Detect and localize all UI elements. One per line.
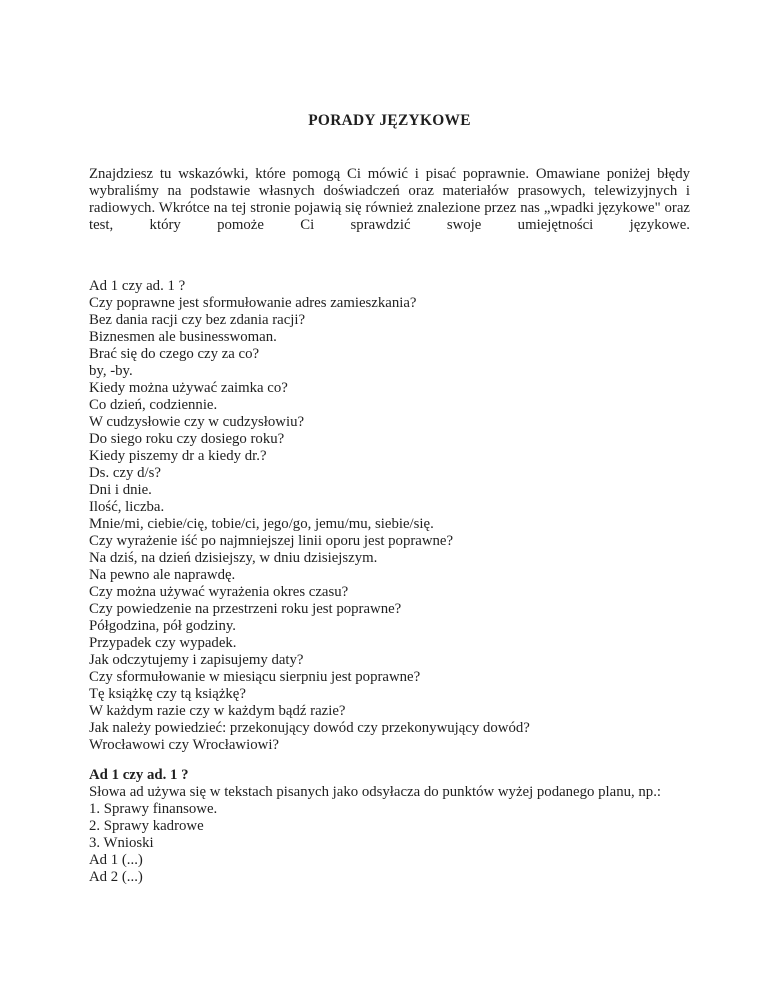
question-line: Do siego roku czy dosiego roku?: [89, 431, 285, 447]
section-intro-paragraph: Słowa ad używa się w tekstach pisanych jako odsyłacza do punktów wyżej podanego planu, np.:: [89, 784, 661, 800]
question-line: W każdym razie czy w każdym bądź razie?: [89, 703, 346, 719]
question-line: Co dzień, codziennie.: [89, 397, 218, 413]
section-plan-line: 1. Sprawy finansowe.: [89, 801, 218, 817]
question-line: Czy wyrażenie iść po najmniejszej linii oporu jest poprawne?: [89, 533, 454, 549]
section-plan-line: 2. Sprawy kadrowe: [89, 818, 204, 834]
section-heading: Ad 1 czy ad. 1 ?: [89, 767, 189, 783]
question-line: Czy powiedzenie na przestrzeni roku jest poprawne?: [89, 601, 402, 617]
question-line: Mnie/mi, ciebie/cię, tobie/ci, jego/go, jemu/mu, siebie/się.: [89, 516, 434, 532]
question-line: Biznesmen ale businesswoman.: [89, 329, 277, 345]
intro-paragraph: Znajdziesz tu wskazówki, które pomogą Ci mówić i pisać poprawnie. Omawiane poniżej błędy wybraliśmy na podstawie własnych doświadczeń oraz materiałów prasowych, telewizyjnych i radiowych. Wkrótce na tej stronie pojawią się również znalezione przez nas „wpadki językowe" oraz test, który pomoże Ci sprawdzić swoje umiejętności językowe.: [89, 166, 690, 233]
question-line: Kiedy można używać zaimka co?: [89, 380, 288, 396]
section-plan-line: Ad 2 (...): [89, 869, 143, 885]
question-line: Dni i dnie.: [89, 482, 152, 498]
question-line: Półgodzina, pół godziny.: [89, 618, 236, 634]
question-line: Jak odczytujemy i zapisujemy daty?: [89, 652, 304, 668]
question-line: Na dziś, na dzień dzisiejszy, w dniu dzisiejszym.: [89, 550, 378, 566]
question-line: Na pewno ale naprawdę.: [89, 567, 236, 583]
section-plan-line: 3. Wnioski: [89, 835, 154, 851]
question-line: Czy poprawne jest sformułowanie adres zamieszkania?: [89, 295, 417, 311]
question-line: Jak należy powiedzieć: przekonujący dowód czy przekonywujący dowód?: [89, 720, 530, 736]
question-line: Brać się do czego czy za co?: [89, 346, 260, 362]
question-line: W cudzysłowie czy w cudzysłowiu?: [89, 414, 305, 430]
question-line: Wrocławowi czy Wrocławiowi?: [89, 737, 279, 753]
section-ad1: [89, 767, 690, 886]
question-line: Przypadek czy wypadek.: [89, 635, 237, 651]
page-title: PORADY JĘZYKOWE: [308, 112, 471, 129]
question-line: Bez dania racji czy bez zdania racji?: [89, 312, 306, 328]
question-line: Tę książkę czy tą książkę?: [89, 686, 246, 702]
question-line: by, -by.: [89, 363, 133, 379]
question-line: Czy można używać wyrażenia okres czasu?: [89, 584, 349, 600]
question-line: Ad 1 czy ad. 1 ?: [89, 278, 186, 294]
question-line: Czy sformułowanie w miesiącu sierpniu jest poprawne?: [89, 669, 421, 685]
section-plan-list: [89, 801, 690, 886]
question-line: Kiedy piszemy dr a kiedy dr.?: [89, 448, 267, 464]
question-line: Ilość, liczba.: [89, 499, 165, 515]
question-list: [89, 278, 690, 754]
question-line: Ds. czy d/s?: [89, 465, 161, 481]
section-plan-line: Ad 1 (...): [89, 852, 143, 868]
